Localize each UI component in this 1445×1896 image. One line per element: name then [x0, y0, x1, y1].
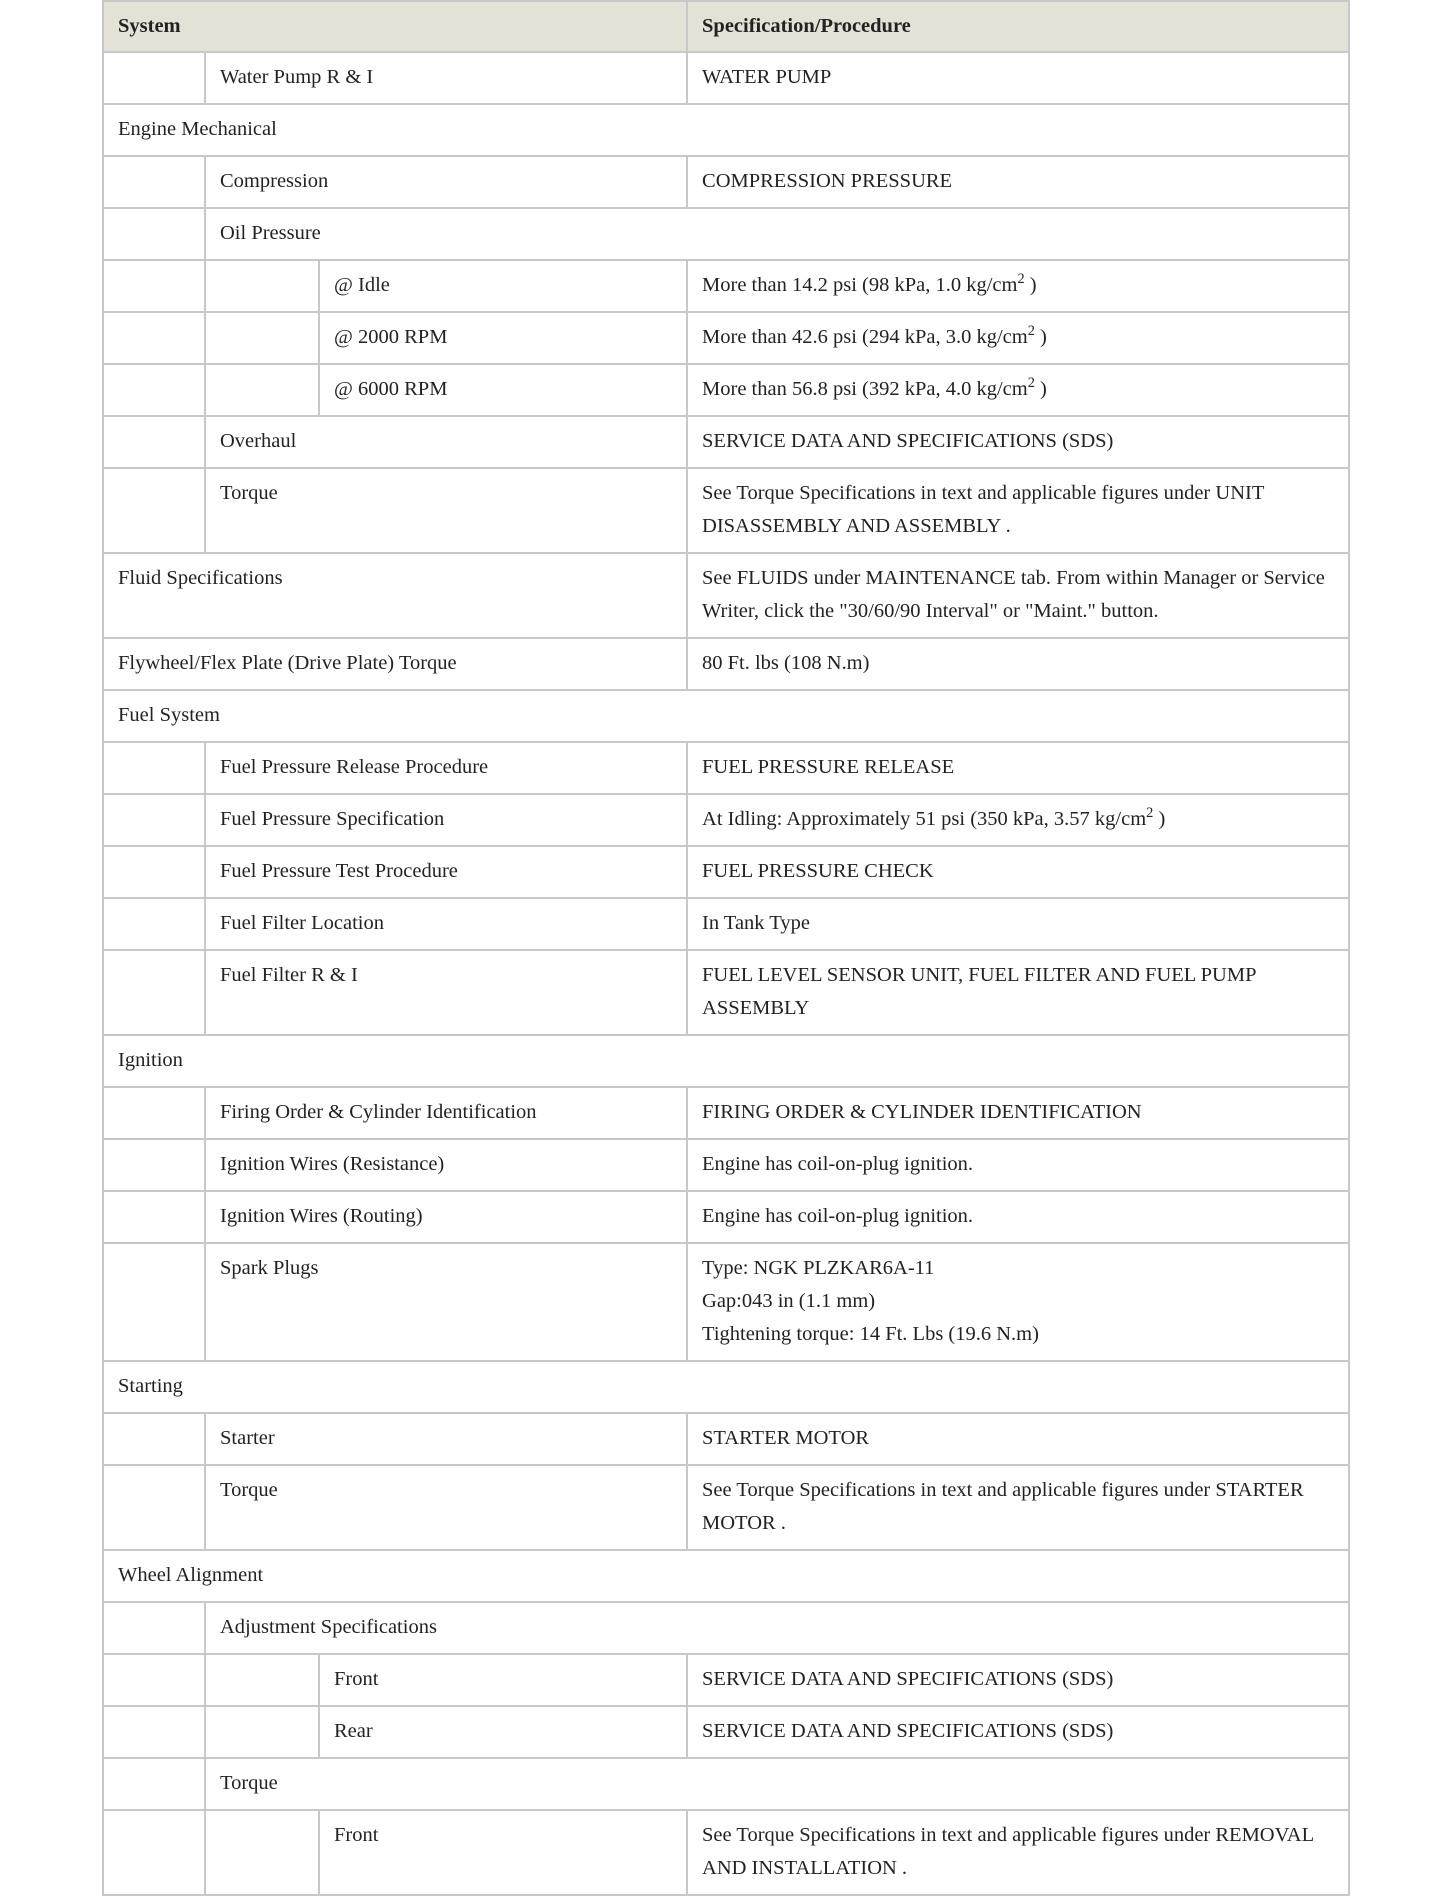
spec-line — [702, 1819, 1334, 1885]
spec-cell — [687, 1810, 1349, 1895]
table-row — [103, 1654, 1349, 1706]
spec-suffix: ) — [1034, 326, 1047, 348]
spec-text: See FLUIDS under MAINTENANCE tab. From within Manager or Service Writer, click the "30/60/90 Interval" or "Maint." button. — [702, 567, 1325, 622]
table-row — [103, 1706, 1349, 1758]
table-row — [103, 1465, 1349, 1550]
spec-text: More than 14.2 psi (98 kPa, 1.0 kg/cm — [702, 274, 1018, 296]
system-label: Wheel Alignment — [103, 1550, 1349, 1602]
system-label: Torque — [205, 1758, 1349, 1810]
table-row — [103, 898, 1349, 950]
indent-cell — [103, 1087, 205, 1139]
system-label: Front — [319, 1810, 687, 1895]
spec-line — [702, 269, 1334, 302]
spec-line — [702, 1200, 1334, 1233]
spec-line — [702, 647, 1334, 680]
system-label: @ 6000 RPM — [319, 364, 687, 416]
table-row — [103, 156, 1349, 208]
spec-line — [702, 321, 1334, 354]
spec-line — [702, 1318, 1334, 1351]
system-label: Fuel Filter Location — [205, 898, 687, 950]
spec-text: 80 Ft. lbs (108 N.m) — [702, 652, 870, 674]
indent-cell — [103, 312, 205, 364]
table-row — [103, 950, 1349, 1035]
table-row — [103, 794, 1349, 846]
spec-cell — [687, 468, 1349, 553]
spec-cell — [687, 312, 1349, 364]
spec-text: Engine has coil-on-plug ignition. — [702, 1153, 974, 1175]
spec-line — [702, 1096, 1334, 1129]
system-label: @ 2000 RPM — [319, 312, 687, 364]
spec-text: More than 42.6 psi (294 kPa, 3.0 kg/cm — [702, 326, 1028, 348]
superscript: 2 — [1027, 375, 1035, 392]
indent-cell — [205, 312, 319, 364]
spec-table-container — [102, 0, 1348, 1896]
section-row — [103, 1550, 1349, 1602]
spec-cell — [687, 1087, 1349, 1139]
indent-cell — [103, 1139, 205, 1191]
spec-text: More than 56.8 psi (392 kPa, 4.0 kg/cm — [702, 378, 1028, 400]
superscript: 2 — [1146, 805, 1154, 822]
indent-cell — [103, 1465, 205, 1550]
spec-suffix: ) — [1034, 378, 1047, 400]
indent-cell — [103, 1243, 205, 1361]
spec-text: SERVICE DATA AND SPECIFICATIONS (SDS) — [702, 1668, 1114, 1690]
spec-cell — [687, 794, 1349, 846]
spec-line — [702, 562, 1334, 628]
spec-text: See Torque Specifications in text and applicable figures under REMOVAL AND INSTALLATION . — [702, 1824, 1314, 1879]
spec-cell — [687, 260, 1349, 312]
section-row — [103, 208, 1349, 260]
spec-text: At Idling: Approximately 51 psi (350 kPa, 3.57 kg/cm — [702, 808, 1147, 830]
system-label: Fuel Pressure Test Procedure — [205, 846, 687, 898]
spec-text: STARTER MOTOR — [702, 1427, 870, 1449]
indent-cell — [103, 1602, 205, 1654]
indent-cell — [103, 794, 205, 846]
spec-line — [702, 1148, 1334, 1181]
section-row — [103, 690, 1349, 742]
indent-cell — [103, 52, 205, 104]
indent-cell — [103, 260, 205, 312]
spec-text: In Tank Type — [702, 912, 810, 934]
spec-text: Engine has coil-on-plug ignition. — [702, 1205, 974, 1227]
table-row — [103, 312, 1349, 364]
system-label: Rear — [319, 1706, 687, 1758]
spec-line — [702, 1285, 1334, 1318]
spec-line — [702, 165, 1334, 198]
indent-cell — [103, 156, 205, 208]
indent-cell — [103, 364, 205, 416]
system-label: Flywheel/Flex Plate (Drive Plate) Torque — [103, 638, 687, 690]
indent-cell — [103, 742, 205, 794]
table-row — [103, 553, 1349, 638]
table-row — [103, 846, 1349, 898]
system-label: Firing Order & Cylinder Identification — [205, 1087, 687, 1139]
spec-line — [702, 1252, 1334, 1285]
table-row — [103, 52, 1349, 104]
system-label: Starting — [103, 1361, 1349, 1413]
spec-cell — [687, 742, 1349, 794]
table-row — [103, 1139, 1349, 1191]
indent-cell — [205, 260, 319, 312]
table-row — [103, 1087, 1349, 1139]
indent-cell — [205, 1810, 319, 1895]
spec-line — [702, 61, 1334, 94]
indent-cell — [103, 1413, 205, 1465]
indent-cell — [103, 1758, 205, 1810]
spec-line — [702, 477, 1334, 543]
spec-text: FUEL LEVEL SENSOR UNIT, FUEL FILTER AND FUEL PUMP ASSEMBLY — [702, 964, 1256, 1019]
system-label: Oil Pressure — [205, 208, 1349, 260]
header-system: System — [103, 1, 687, 52]
system-label: Ignition Wires (Resistance) — [205, 1139, 687, 1191]
spec-cell — [687, 638, 1349, 690]
system-label: Fuel Filter R & I — [205, 950, 687, 1035]
indent-cell — [103, 208, 205, 260]
spec-line — [702, 1663, 1334, 1696]
spec-cell — [687, 416, 1349, 468]
system-label: Fuel Pressure Release Procedure — [205, 742, 687, 794]
indent-cell — [205, 1706, 319, 1758]
spec-table — [102, 0, 1350, 1896]
system-label: Water Pump R & I — [205, 52, 687, 104]
spec-line — [702, 373, 1334, 406]
spec-cell — [687, 1465, 1349, 1550]
system-label: Front — [319, 1654, 687, 1706]
system-label: Fuel Pressure Specification — [205, 794, 687, 846]
table-row — [103, 1413, 1349, 1465]
table-row — [103, 364, 1349, 416]
spec-cell — [687, 553, 1349, 638]
indent-cell — [103, 1191, 205, 1243]
system-label: Torque — [205, 468, 687, 553]
indent-cell — [205, 1654, 319, 1706]
system-label: Spark Plugs — [205, 1243, 687, 1361]
table-row — [103, 416, 1349, 468]
spec-cell — [687, 898, 1349, 950]
spec-cell — [687, 950, 1349, 1035]
system-label: @ Idle — [319, 260, 687, 312]
indent-cell — [103, 898, 205, 950]
indent-cell — [103, 416, 205, 468]
spec-text: FUEL PRESSURE RELEASE — [702, 756, 955, 778]
spec-line — [702, 1422, 1334, 1455]
table-body — [103, 52, 1349, 1895]
indent-cell — [103, 468, 205, 553]
indent-cell — [103, 1810, 205, 1895]
system-label: Fluid Specifications — [103, 553, 687, 638]
system-label: Engine Mechanical — [103, 104, 1349, 156]
spec-cell — [687, 1413, 1349, 1465]
table-row — [103, 468, 1349, 553]
spec-cell — [687, 846, 1349, 898]
section-row — [103, 104, 1349, 156]
section-row — [103, 1361, 1349, 1413]
spec-cell — [687, 52, 1349, 104]
spec-text: COMPRESSION PRESSURE — [702, 170, 953, 192]
spec-line — [702, 751, 1334, 784]
spec-text: FIRING ORDER & CYLINDER IDENTIFICATION — [702, 1101, 1142, 1123]
spec-line — [702, 855, 1334, 888]
system-label: Starter — [205, 1413, 687, 1465]
indent-cell — [103, 950, 205, 1035]
spec-line — [702, 959, 1334, 1025]
indent-cell — [103, 1706, 205, 1758]
spec-text: See Torque Specifications in text and applicable figures under UNIT DISASSEMBLY AND ASSEMBLY . — [702, 482, 1264, 537]
table-row — [103, 1191, 1349, 1243]
spec-text: WATER PUMP — [702, 66, 832, 88]
system-label: Fuel System — [103, 690, 1349, 742]
spec-line — [702, 1474, 1334, 1540]
superscript: 2 — [1017, 271, 1025, 288]
spec-line — [702, 803, 1334, 836]
spec-text: FUEL PRESSURE CHECK — [702, 860, 934, 882]
table-row — [103, 1810, 1349, 1895]
system-label: Adjustment Specifications — [205, 1602, 1349, 1654]
spec-line — [702, 425, 1334, 458]
spec-text: SERVICE DATA AND SPECIFICATIONS (SDS) — [702, 430, 1114, 452]
system-label: Overhaul — [205, 416, 687, 468]
spec-text: Type: NGK PLZKAR6A-11 — [702, 1257, 935, 1279]
spec-suffix: ) — [1153, 808, 1166, 830]
spec-cell — [687, 1139, 1349, 1191]
section-row — [103, 1758, 1349, 1810]
spec-text: SERVICE DATA AND SPECIFICATIONS (SDS) — [702, 1720, 1114, 1742]
spec-cell — [687, 1191, 1349, 1243]
header-spec: Specification/Procedure — [687, 1, 1349, 52]
table-row — [103, 1243, 1349, 1361]
spec-text: Gap:043 in (1.1 mm) — [702, 1290, 876, 1312]
spec-cell — [687, 1706, 1349, 1758]
table-header-row — [103, 1, 1349, 52]
system-label: Compression — [205, 156, 687, 208]
spec-cell — [687, 1654, 1349, 1706]
spec-line — [702, 1715, 1334, 1748]
table-row — [103, 260, 1349, 312]
spec-cell — [687, 364, 1349, 416]
spec-line — [702, 907, 1334, 940]
table-row — [103, 638, 1349, 690]
section-row — [103, 1602, 1349, 1654]
indent-cell — [103, 1654, 205, 1706]
section-row — [103, 1035, 1349, 1087]
spec-cell — [687, 1243, 1349, 1361]
table-row — [103, 742, 1349, 794]
indent-cell — [205, 364, 319, 416]
system-label: Ignition Wires (Routing) — [205, 1191, 687, 1243]
spec-cell — [687, 156, 1349, 208]
system-label: Torque — [205, 1465, 687, 1550]
spec-suffix: ) — [1024, 274, 1037, 296]
indent-cell — [103, 846, 205, 898]
system-label: Ignition — [103, 1035, 1349, 1087]
superscript: 2 — [1027, 323, 1035, 340]
spec-text: See Torque Specifications in text and applicable figures under STARTER MOTOR . — [702, 1479, 1304, 1534]
spec-text: Tightening torque: 14 Ft. Lbs (19.6 N.m) — [702, 1323, 1039, 1345]
